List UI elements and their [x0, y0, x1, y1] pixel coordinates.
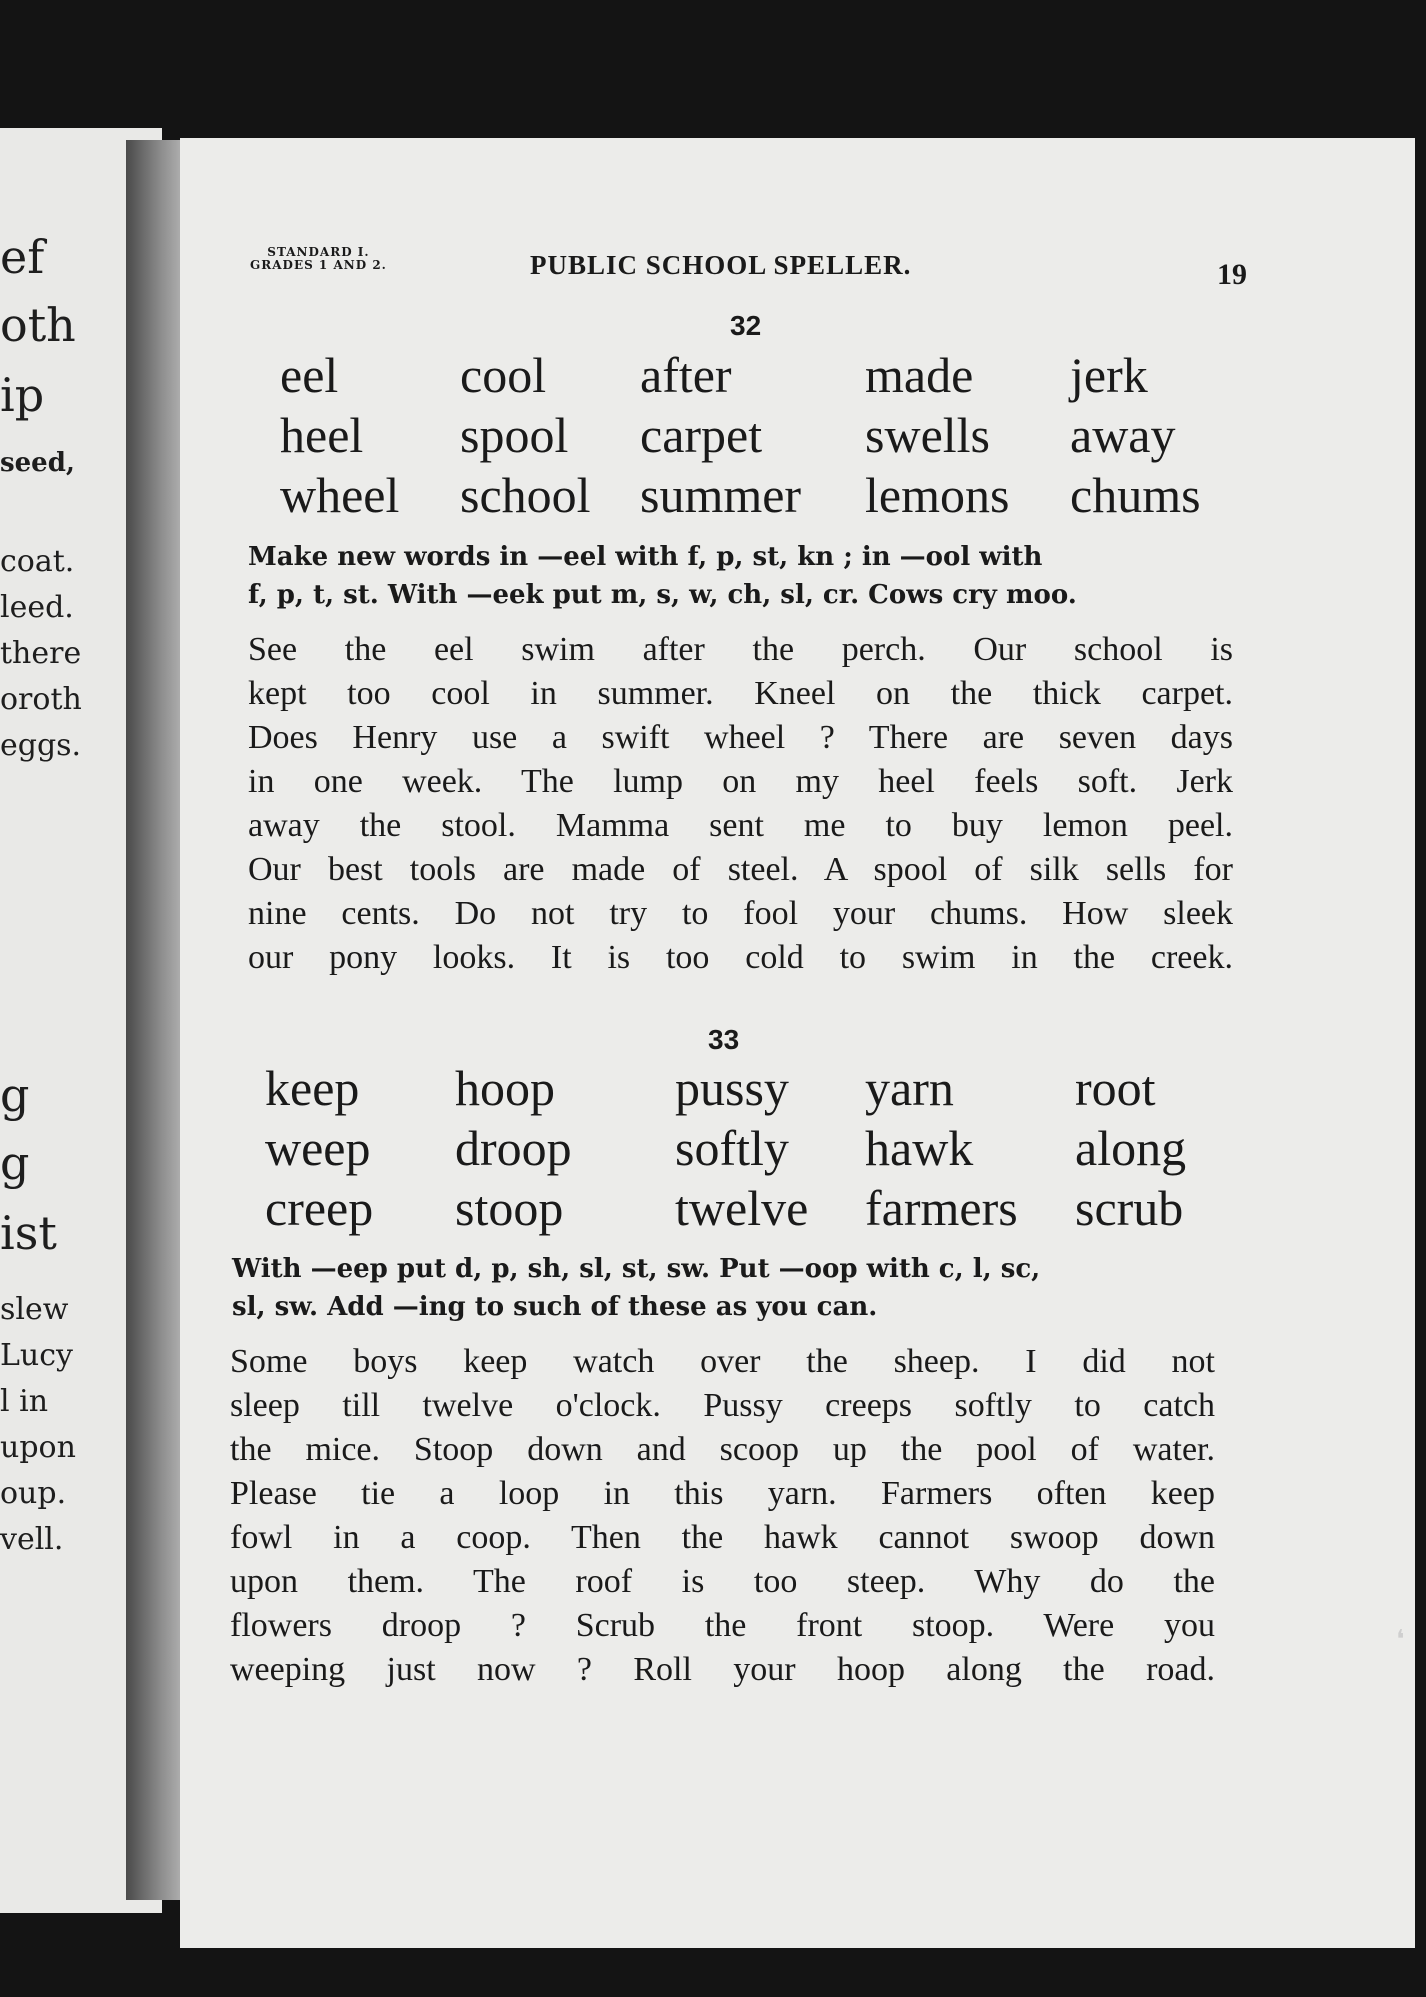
- spelling-word: farmers: [865, 1180, 1018, 1236]
- lesson-32-paragraph: [248, 628, 1233, 980]
- lesson-32-number: 32: [730, 310, 762, 341]
- word-column: [865, 1058, 1018, 1238]
- paragraph-line: Some boys keep watch over the sheep. I did not: [230, 1343, 1215, 1380]
- paragraph-line: the mice. Stoop down and scoop up the pool of water.: [230, 1431, 1215, 1468]
- paragraph-line: nine cents. Do not try to fool your chums. How sleek: [248, 895, 1233, 932]
- spelling-word: wheel: [280, 467, 400, 523]
- word-column: [1075, 1058, 1186, 1238]
- paragraph-line: fowl in a coop. Then the hawk cannot swoop down: [230, 1519, 1215, 1556]
- left-page-text-fragment: ist: [0, 1206, 57, 1260]
- left-page-text-fragment: ip: [0, 368, 45, 422]
- spelling-word: twelve: [675, 1180, 809, 1236]
- page-number: 19: [1217, 258, 1247, 291]
- lesson-32-exercise: [248, 538, 1077, 614]
- spelling-word: summer: [640, 467, 802, 523]
- left-page-text-fragment: oup.: [0, 1476, 67, 1511]
- lesson-33-word-list: [265, 1058, 1225, 1238]
- paragraph-line: Does Henry use a swift wheel ? There are seven days: [248, 719, 1233, 756]
- spelling-word: eel: [280, 347, 339, 403]
- left-page-text-fragment: leed.: [0, 590, 74, 625]
- left-page-text-fragment: eggs.: [0, 728, 82, 763]
- left-page-text-fragment: oth: [0, 298, 76, 352]
- spelling-word: yarn: [865, 1060, 954, 1116]
- left-page-text-fragment: ef: [0, 230, 45, 284]
- left-page-text-fragment: coat.: [0, 544, 75, 579]
- word-column: [280, 345, 399, 525]
- spelling-word: keep: [265, 1060, 360, 1116]
- spelling-word: root: [1075, 1060, 1156, 1116]
- paragraph-line: weeping just now ? Roll your hoop along the road.: [230, 1651, 1215, 1688]
- left-page-text-fragment: there: [0, 636, 82, 671]
- exercise-line: With —eep put d, p, sh, sl, st, sw. Put —oop with c, l, sc,: [232, 1254, 1041, 1284]
- spelling-word: school: [460, 467, 591, 523]
- left-page-text-fragment: slew: [0, 1292, 69, 1327]
- left-page-text-fragment: Lucy: [0, 1338, 73, 1373]
- left-page-text-fragment: seed,: [0, 448, 75, 478]
- spelling-word: hawk: [865, 1120, 974, 1176]
- spelling-word: weep: [265, 1120, 371, 1176]
- spelling-word: heel: [280, 407, 364, 463]
- spelling-word: spool: [460, 407, 569, 463]
- spelling-word: creep: [265, 1180, 374, 1236]
- lesson-33-number: 33: [708, 1024, 740, 1055]
- lesson-33-exercise: [232, 1250, 1040, 1326]
- exercise-line: Make new words in —eel with f, p, st, kn ; in —ool with: [248, 542, 1043, 572]
- spelling-word: scrub: [1075, 1180, 1184, 1236]
- standard-line-2: GRADES 1 AND 2.: [250, 258, 387, 272]
- spelling-word: carpet: [640, 407, 763, 463]
- left-page-text-fragment: l in: [0, 1384, 49, 1419]
- spelling-word: swells: [865, 407, 990, 463]
- paragraph-line: Our best tools are made of steel. A spool of silk sells for: [248, 851, 1233, 888]
- paragraph-line: kept too cool in summer. Kneel on the thick carpet.: [248, 675, 1233, 712]
- page-title: PUBLIC SCHOOL SPELLER.: [530, 250, 912, 280]
- spelling-word: droop: [455, 1120, 572, 1176]
- paragraph-line: sleep till twelve o'clock. Pussy creeps softly to catch: [230, 1387, 1215, 1424]
- word-column: [865, 345, 1009, 525]
- paragraph-line: See the eel swim after the perch. Our school is: [248, 631, 1233, 668]
- lesson-32-word-list: [280, 345, 1230, 525]
- spelling-word: along: [1075, 1120, 1187, 1176]
- paragraph-line: Please tie a loop in this yarn. Farmers often keep: [230, 1475, 1215, 1512]
- left-page-text-fragment: g: [0, 1068, 30, 1122]
- paragraph-line: in one week. The lump on my heel feels soft. Jerk: [248, 763, 1233, 800]
- spelling-word: hoop: [455, 1060, 555, 1116]
- word-column: [265, 1058, 373, 1238]
- exercise-line: sl, sw. Add —ing to such of these as you can.: [232, 1292, 878, 1322]
- spelling-word: jerk: [1070, 347, 1148, 403]
- left-page-text-fragment: vell.: [0, 1522, 64, 1557]
- exercise-line: f, p, t, st. With —eek put m, s, w, ch, sl, cr. Cows cry moo.: [248, 580, 1077, 610]
- spelling-word: made: [865, 347, 974, 403]
- spelling-word: pussy: [675, 1060, 789, 1116]
- paragraph-line: upon them. The roof is too steep. Why do the: [230, 1563, 1215, 1600]
- standard-line-1: STANDARD I.: [267, 245, 370, 259]
- spelling-word: lemons: [865, 467, 1010, 523]
- spelling-word: after: [640, 347, 732, 403]
- paragraph-line: away the stool. Mamma sent me to buy lemon peel.: [248, 807, 1233, 844]
- spelling-word: cool: [460, 347, 547, 403]
- word-column: [1070, 345, 1201, 525]
- word-column: [640, 345, 801, 525]
- word-column: [675, 1058, 808, 1238]
- lesson-33-paragraph: [230, 1340, 1215, 1692]
- spelling-word: chums: [1070, 467, 1201, 523]
- standard-label: [250, 246, 387, 272]
- left-page-text-fragment: g: [0, 1136, 30, 1190]
- left-page-text-fragment: oroth: [0, 682, 82, 717]
- word-column: [460, 345, 591, 525]
- word-column: [455, 1058, 572, 1238]
- left-page-text-fragment: upon: [0, 1430, 76, 1465]
- paragraph-line: our pony looks. It is too cold to swim in the creek.: [248, 939, 1233, 976]
- margin-speck: ❛: [1396, 1625, 1405, 1655]
- spelling-word: softly: [675, 1120, 789, 1176]
- spelling-word: away: [1070, 407, 1176, 463]
- spelling-word: stoop: [455, 1180, 564, 1236]
- paragraph-line: flowers droop ? Scrub the front stoop. Were you: [230, 1607, 1215, 1644]
